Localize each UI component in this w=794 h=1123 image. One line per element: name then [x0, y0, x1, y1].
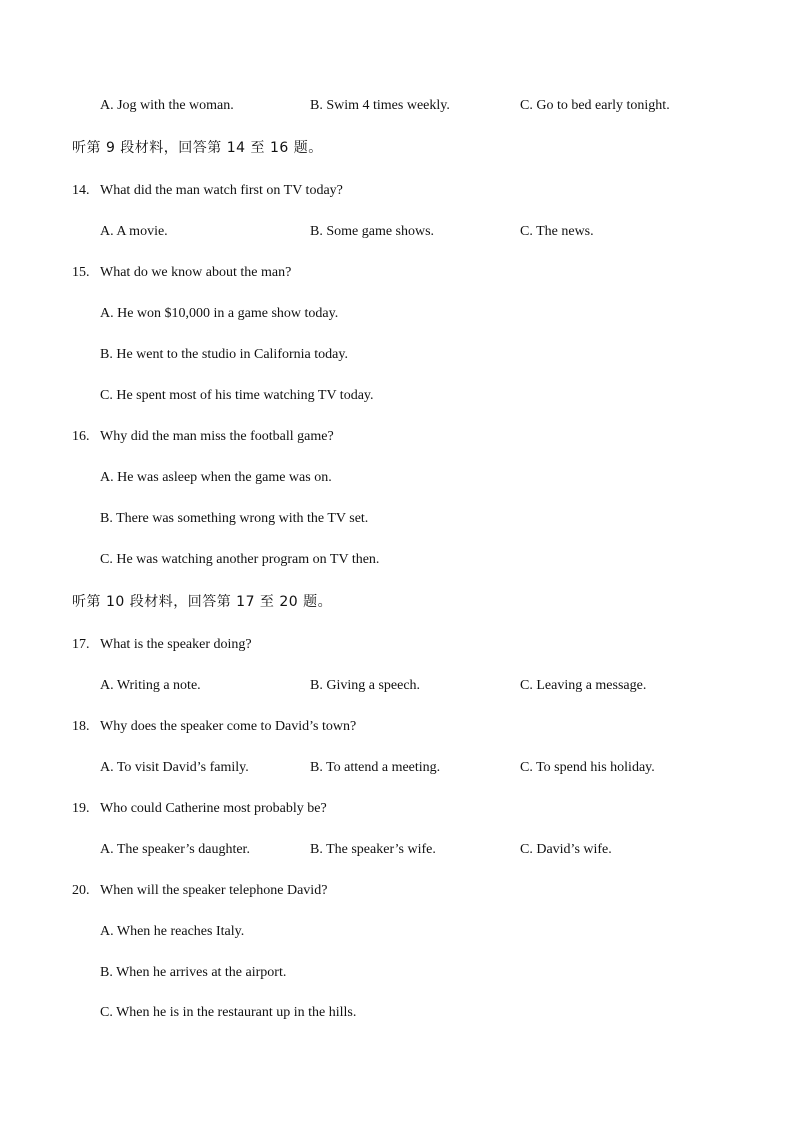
question-19 [72, 800, 327, 818]
q15-option-c: C. He spent most of his time watching TV today. [100, 388, 374, 403]
q13-option-a: A. Jog with the woman. [100, 98, 234, 113]
q18-option-b: B. To attend a meeting. [310, 760, 441, 775]
question-text: Who could Catherine most probably be? [100, 801, 327, 816]
question-number: 19. [72, 801, 90, 816]
question-18 [72, 718, 356, 736]
question-text: What is the speaker doing? [100, 637, 252, 652]
q16-option-a: A. He was asleep when the game was on. [100, 470, 332, 485]
q13-options [100, 97, 750, 115]
q13-option-b: B. Swim 4 times weekly. [310, 98, 450, 113]
section-9-heading: 听第 9 段材料，回答第 14 至 16 题。 [72, 140, 323, 156]
q20-option-b: B. When he arrives at the airport. [100, 965, 287, 980]
question-17 [72, 636, 252, 654]
q18-option-a: A. To visit David’s family. [100, 760, 249, 775]
question-14 [72, 182, 343, 200]
q20-option-a: A. When he reaches Italy. [100, 924, 245, 939]
q19-option-a: A. The speaker’s daughter. [100, 842, 250, 857]
q17-option-c: C. Leaving a message. [520, 678, 647, 693]
q16-option-b: B. There was something wrong with the TV set. [100, 511, 369, 526]
question-number: 14. [72, 183, 90, 198]
q13-option-c: C. Go to bed early tonight. [520, 98, 670, 113]
section-10-heading: 听第 10 段材料，回答第 17 至 20 题。 [72, 594, 333, 610]
question-20 [72, 882, 327, 900]
q17-option-a: A. Writing a note. [100, 678, 201, 693]
question-text: What do we know about the man? [100, 265, 292, 280]
question-number: 16. [72, 429, 90, 444]
question-text: Why does the speaker come to David’s town? [100, 719, 357, 734]
q19-options [100, 841, 750, 859]
q19-option-c: C. David’s wife. [520, 842, 612, 857]
q14-option-b: B. Some game shows. [310, 224, 435, 239]
question-number: 20. [72, 883, 90, 898]
q14-options [100, 223, 750, 241]
question-15 [72, 264, 291, 282]
question-text: When will the speaker telephone David? [100, 883, 328, 898]
q15-option-a: A. He won $10,000 in a game show today. [100, 306, 339, 321]
question-number: 15. [72, 265, 90, 280]
question-16 [72, 428, 334, 446]
q15-option-b: B. He went to the studio in California today. [100, 347, 348, 362]
question-number: 17. [72, 637, 90, 652]
q16-option-c: C. He was watching another program on TV then. [100, 552, 380, 567]
question-text: What did the man watch first on TV today? [100, 183, 343, 198]
question-number: 18. [72, 719, 90, 734]
question-text: Why did the man miss the football game? [100, 429, 334, 444]
q14-option-c: C. The news. [520, 224, 594, 239]
q20-option-c: C. When he is in the restaurant up in the hills. [100, 1005, 357, 1020]
q17-option-b: B. Giving a speech. [310, 678, 421, 693]
q18-options [100, 759, 750, 777]
q17-options [100, 677, 750, 695]
q14-option-a: A. A movie. [100, 224, 168, 239]
q19-option-b: B. The speaker’s wife. [310, 842, 436, 857]
q18-option-c: C. To spend his holiday. [520, 760, 655, 775]
